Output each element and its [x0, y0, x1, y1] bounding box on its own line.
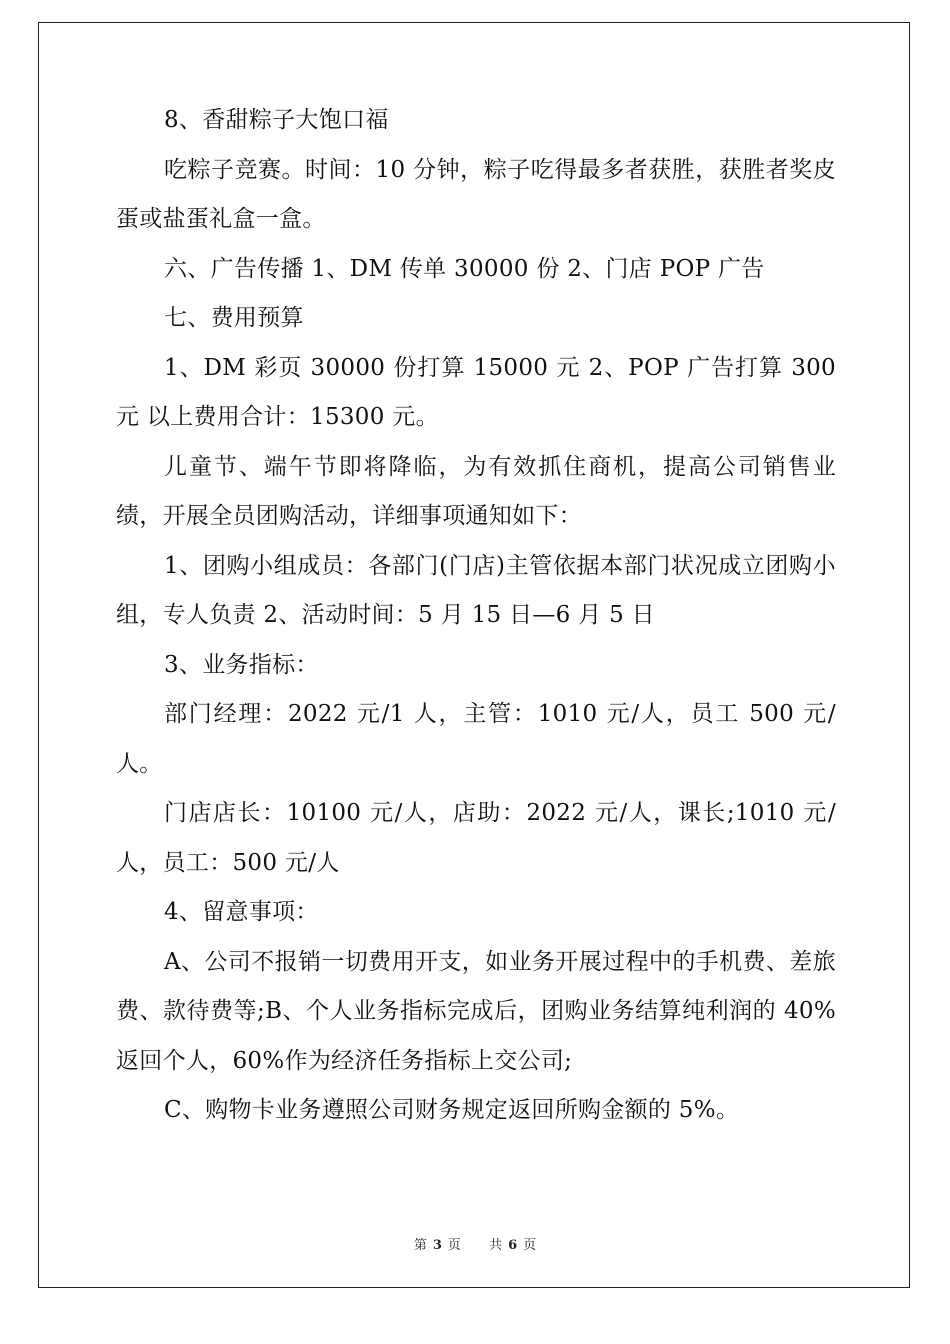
page-total: [483, 1238, 542, 1253]
document-body: [116, 96, 836, 1136]
paragraph-8: 3、业务指标：: [164, 651, 319, 678]
paragraph-13: C、购物卡业务遵照公司财务规定返回所购金额的 5%。: [164, 1097, 740, 1123]
total-pages: 6: [508, 1238, 518, 1253]
paragraph-4: 七、费用预算: [164, 305, 304, 331]
total-prefix: 共: [489, 1238, 503, 1253]
paragraph-10: 门店店长：10100 元/人，店助：2022 元/人，课长;1010 元/人，员工：500 元/人: [116, 800, 836, 876]
total-suffix: 页: [523, 1238, 537, 1253]
paragraph-11: 4、留意事项：: [164, 899, 319, 925]
paragraph-5: 1、DM 彩页 30000 份打算 15000 元 2、POP 广告打算 300 元 以上费用合计：15300 元。: [116, 354, 836, 430]
page-number: [408, 1238, 467, 1253]
paragraph-12: A、公司不报销一切费用开支，如业务开展过程中的手机费、差旅费、款待费等;B、个人业务指标完成后，团购业务结算纯利润的 40%返回个人，60%作为经济任务指标上交公司;: [116, 948, 836, 1074]
paragraph-1: 8、香甜粽子大饱口福: [164, 107, 389, 133]
page-footer: [0, 1234, 950, 1253]
page-prefix: 第: [413, 1238, 427, 1253]
paragraph-2: 吃粽子竞赛。时间：10 分钟，粽子吃得最多者获胜，获胜者奖皮蛋或盐蛋礼盒一盒。: [116, 156, 836, 232]
page-suffix: 页: [447, 1238, 461, 1253]
paragraph-7: 1、团购小组成员：各部门(门店)主管依据本部门状况成立团购小组，专人负责 2、活动时间：5 月 15 日—6 月 5 日: [116, 552, 836, 628]
paragraph-9: 部门经理：2022 元/1 人，主管：1010 元/人，员工 500 元/人。: [116, 701, 836, 777]
current-page: 3: [432, 1238, 442, 1253]
paragraph-3: 六、广告传播 1、DM 传单 30000 份 2、门店 POP 广告: [164, 255, 765, 282]
paragraph-6: 儿童节、端午节即将降临，为有效抓住商机，提高公司销售业绩，开展全员团购活动，详细事项通知如下：: [116, 453, 836, 529]
